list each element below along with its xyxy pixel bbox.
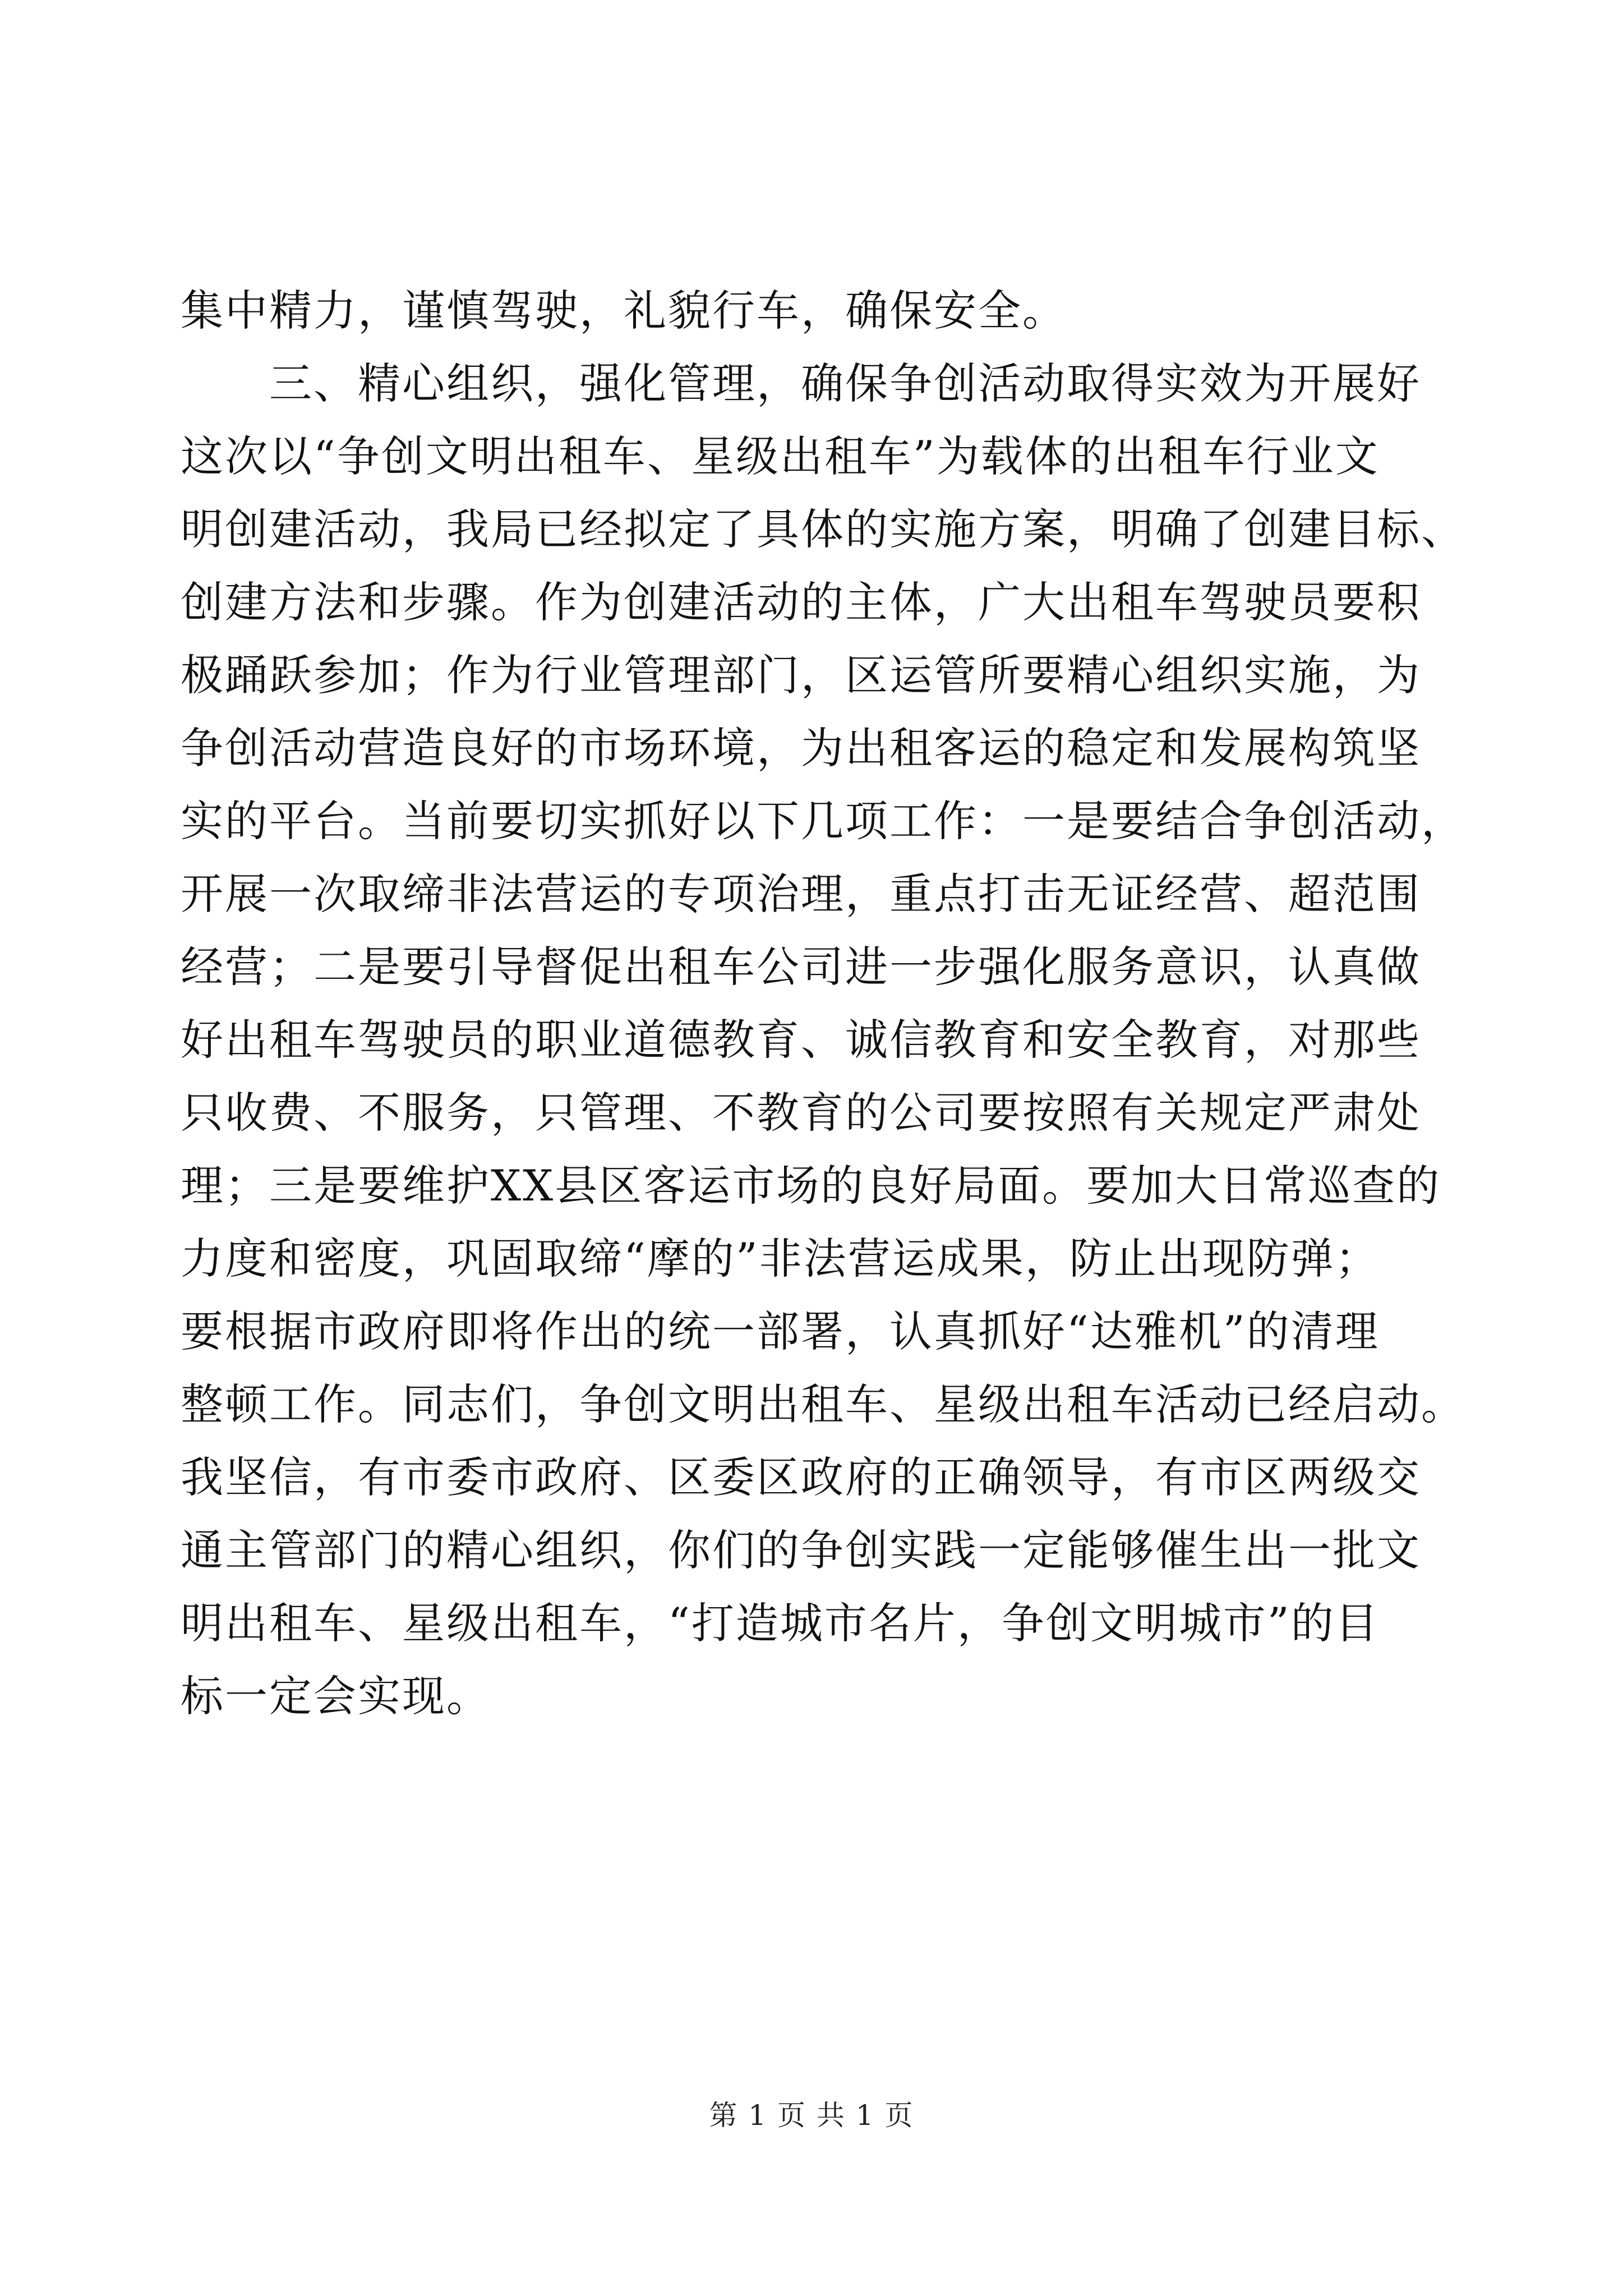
- text-line-12: 只收费、不服务，只管理、不教育的公司要按照有关规定严肃处: [181, 1088, 1421, 1138]
- text-line-15: 要根据市政府即将作出的统一部署，认真抓好“达雅机”的清理: [181, 1306, 1380, 1356]
- text-line-16: 整顿工作。同志们，争创文明出租车、星级出租车活动已经启动。: [181, 1379, 1465, 1429]
- text-line-1: 集中精力，谨慎驾驶，礼貌行车，确保安全。: [181, 286, 1067, 335]
- text-line-14: 力度和密度，巩固取缔“摩的”非法营运成果，防止出现防弹；: [181, 1234, 1380, 1283]
- text-line-19: 明出租车、星级出租车，“打造城市名片，争创文明城市”的目: [181, 1598, 1380, 1648]
- text-line-9: 开展一次取缔非法营运的专项治理，重点打击无证经营、超范围: [181, 869, 1421, 919]
- text-line-8: 实的平台。当前要切实抓好以下几项工作：一是要结合争创活动，: [181, 796, 1465, 846]
- text-line-7: 争创活动营造良好的市场环境，为出租客运的稳定和发展构筑坚: [181, 723, 1421, 773]
- text-line-20: 标一定会实现。: [181, 1671, 491, 1721]
- text-line-18: 通主管部门的精心组织，你们的争创实践一定能够催生出一批文: [181, 1525, 1421, 1575]
- text-line-10: 经营；二是要引导督促出租车公司进一步强化服务意识，认真做: [181, 942, 1421, 992]
- text-line-11: 好出租车驾驶员的职业道德教育、诚信教育和安全教育，对那些: [181, 1015, 1421, 1065]
- text-line-13: 理；三是要维护XX县区客运市场的良好局面。要加大日常巡查的: [181, 1161, 1441, 1211]
- text-line-17: 我坚信，有市委市政府、区委区政府的正确领导，有市区两级交: [181, 1452, 1421, 1502]
- text-line-5: 创建方法和步骤。作为创建活动的主体，广大出租车驾驶员要积: [181, 577, 1421, 627]
- text-line-2: 三、精心组织，强化管理，确保争创活动取得实效为开展好: [181, 358, 1421, 408]
- text-line-4: 明创建活动，我局已经拟定了具体的实施方案，明确了创建目标、: [181, 504, 1465, 554]
- text-line-3: 这次以“争创文明出租车、星级出租车”为载体的出租车行业文: [181, 431, 1380, 481]
- text-line-6: 极踊跃参加；作为行业管理部门，区运管所要精心组织实施，为: [181, 650, 1421, 700]
- page-footer: 第 1 页 共 1 页: [709, 2099, 914, 2132]
